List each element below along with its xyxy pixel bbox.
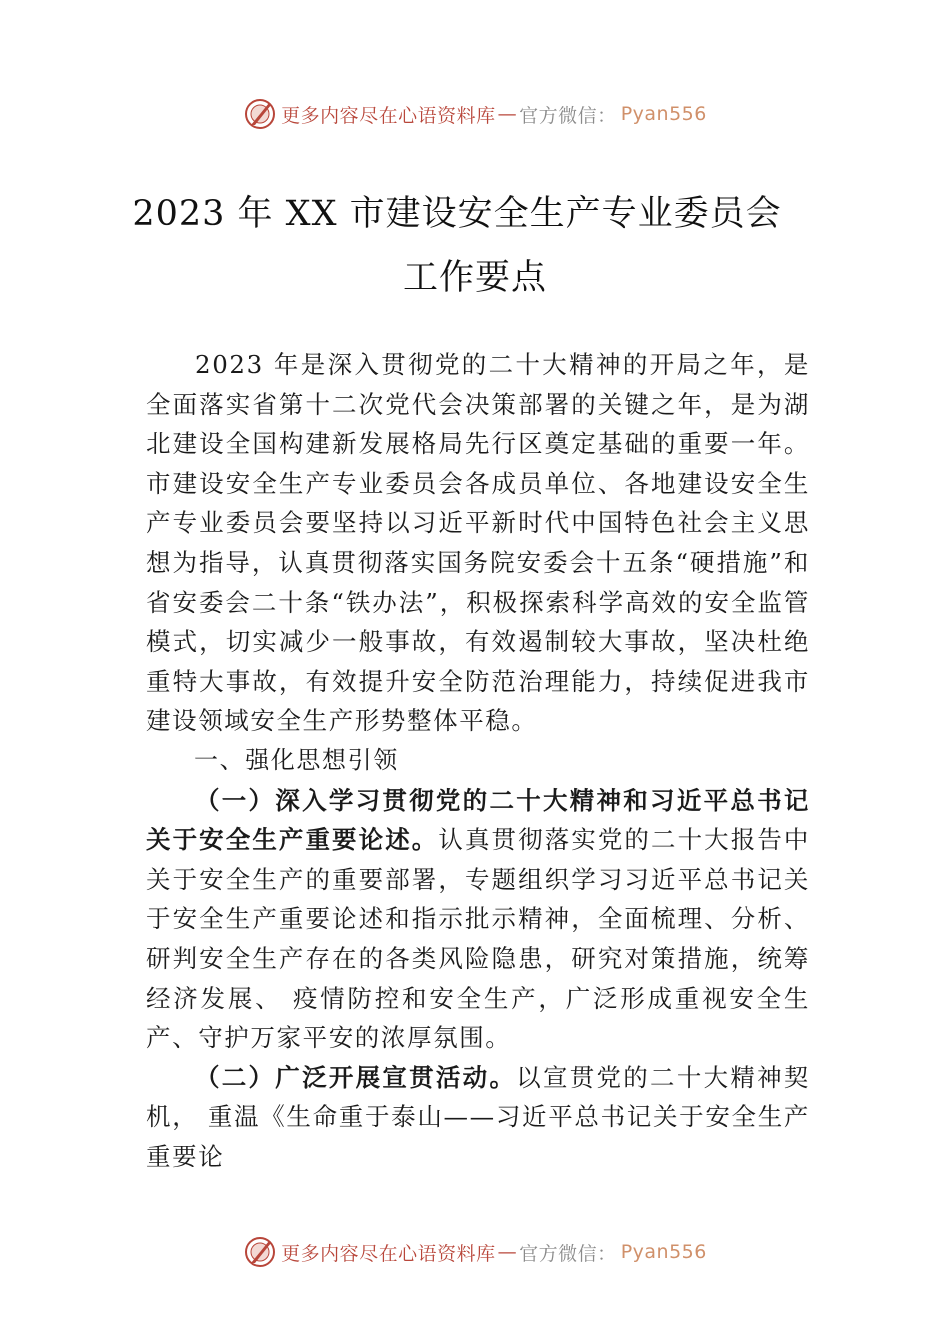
item-paragraph-1 bbox=[146, 781, 810, 1058]
wechat-label: 官方微信： bbox=[519, 1242, 617, 1265]
item-text-2: 以宣贯党的二十大精神契机， 重温《生命重于泰山——习近平总书记关于安全生产重要论 bbox=[146, 1062, 810, 1171]
item-paragraph-2 bbox=[146, 1058, 810, 1177]
intro-paragraph: 2023 年是深入贯彻党的二十大精神的开局之年，是全面落实省第十二次党代会决策部署的关键之年，是为湖北建设全国构建新发展格局先行区奠定基础的重要一年。市建设安全生产专业委员会各成员单位、各地建设安全生产专业委员会要坚持以习近平新时代中国特色社会主义思想为指导，认真贯彻落实国务院安委会十五条“硬措施”和省安委会二十条“铁办法”，积极探索科学高效的安全监管模式，切实减少一般事故，有效遏制较大事故，坚决杜绝重特大事故，有效提升安全防范治理能力，持续促进我市建设领域安全生产形势整体平稳。 bbox=[146, 350, 810, 736]
wechat-label: 官方微信： bbox=[519, 104, 617, 127]
section-heading: 一、强化思想引领 bbox=[194, 745, 399, 774]
document-body bbox=[146, 345, 810, 1176]
document-title-line2: 工作要点 bbox=[402, 258, 547, 298]
document-title-line1: 2023 年 XX 市建设安全生产专业委员会 bbox=[132, 194, 782, 234]
quill-seal-icon bbox=[243, 97, 277, 131]
quill-seal-icon bbox=[243, 1235, 277, 1269]
item-text-1: 认真贯彻落实党的二十大报告中关于安全生产的重要部署，专题组织学习习近平总书记关于安全生产重要论述和指示批示精神，全面梳理、分析、研判安全生产存在的各类风险隐患，研究对策措施，统筹经济发展、 疫情防控和安全生产，广泛形成重视安全生产、守护万家平安的浓厚氛围。 bbox=[146, 825, 810, 1053]
watermark-dash: — bbox=[497, 103, 518, 125]
wechat-id: Pyan556 bbox=[620, 1241, 707, 1263]
item-lead-1: （一）深入学习贯彻党的二十大精神和习近平总书记关于安全生产重要论述。 bbox=[146, 785, 810, 855]
watermark-banner-bottom bbox=[0, 1232, 950, 1272]
wechat-id: Pyan556 bbox=[620, 103, 707, 125]
watermark-banner-top bbox=[0, 94, 950, 134]
item-lead-2: （二）广泛开展宣贯活动。 bbox=[195, 1062, 517, 1092]
watermark-text: 更多内容尽在心语资料库 bbox=[281, 104, 496, 127]
watermark-text: 更多内容尽在心语资料库 bbox=[281, 1242, 496, 1265]
watermark-dash: — bbox=[497, 1241, 518, 1263]
